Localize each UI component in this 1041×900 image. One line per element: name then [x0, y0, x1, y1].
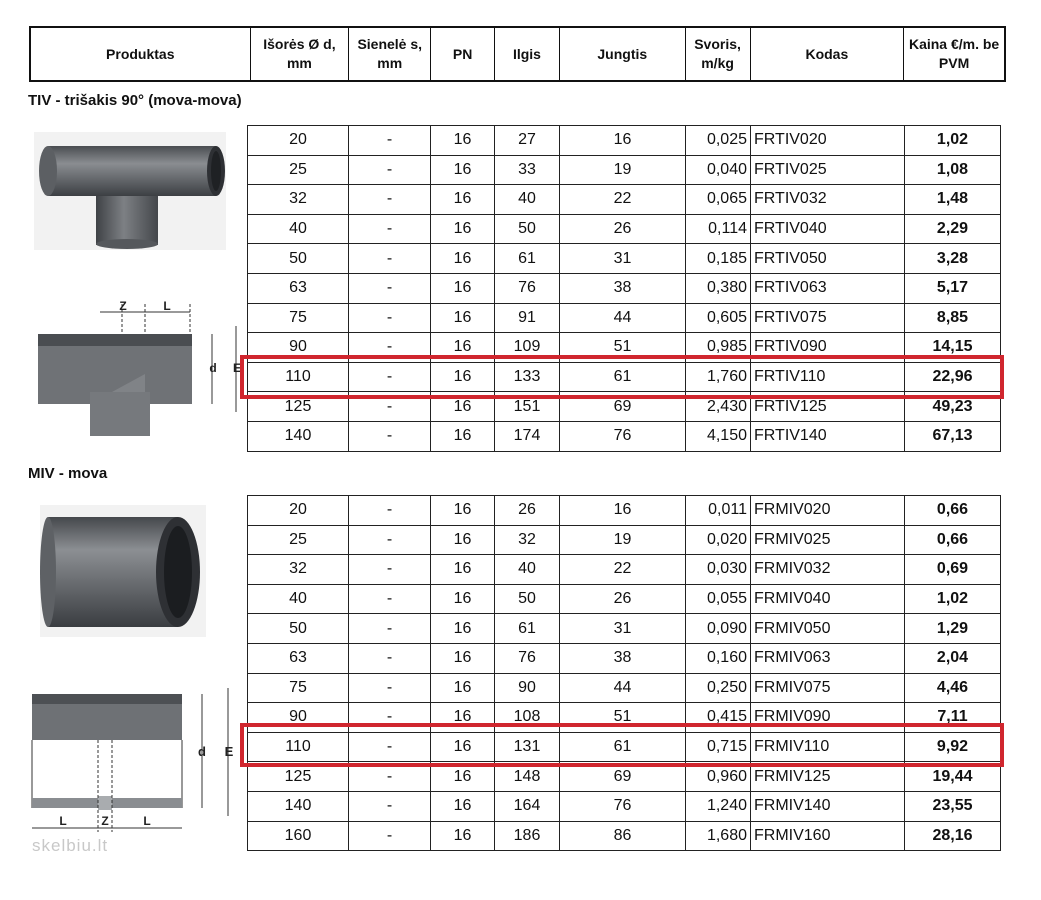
cell-joint: 44: [559, 674, 685, 703]
cell-code: FRTIV032: [750, 185, 904, 214]
cell-length: 40: [494, 185, 559, 214]
cell-price: 1,02: [904, 126, 1001, 155]
cell-joint: 26: [559, 585, 685, 614]
cell-weight: 1,760: [685, 363, 750, 392]
highlight-box-miv110: [240, 723, 1004, 767]
cell-price: 67,13: [904, 422, 1001, 451]
cell-weight: 0,715: [685, 733, 750, 762]
cell-pn: 16: [430, 496, 494, 525]
cell-pn: 16: [430, 422, 494, 451]
cell-length: 50: [494, 215, 559, 244]
tiv-price-table: [247, 125, 1001, 452]
cell-length: 174: [494, 422, 559, 451]
cell-weight: 0,040: [685, 156, 750, 185]
cell-joint: 76: [559, 422, 685, 451]
cell-pn: 16: [430, 215, 494, 244]
cell-length: 133: [494, 363, 559, 392]
cell-diameter: 140: [247, 422, 348, 451]
cell-code: FRTIV025: [750, 156, 904, 185]
cell-pn: 16: [430, 274, 494, 303]
cell-weight: 2,430: [685, 392, 750, 421]
coupling-label-d: d: [198, 744, 206, 759]
cell-price: 4,46: [904, 674, 1001, 703]
cell-wall: -: [348, 304, 430, 333]
cell-price: 2,29: [904, 215, 1001, 244]
cell-code: FRMIV160: [750, 822, 904, 851]
cell-price: 1,02: [904, 585, 1001, 614]
cell-diameter: 63: [247, 644, 348, 673]
cell-weight: 0,185: [685, 244, 750, 273]
cell-code: FRMIV090: [750, 703, 904, 732]
cell-weight: 0,114: [685, 215, 750, 244]
cell-price: 23,55: [904, 792, 1001, 821]
cell-code: FRTIV050: [750, 244, 904, 273]
cell-price: 0,69: [904, 555, 1001, 584]
cell-diameter: 25: [247, 156, 348, 185]
cell-price: 7,11: [904, 703, 1001, 732]
cell-code: FRMIV140: [750, 792, 904, 821]
cell-length: 40: [494, 555, 559, 584]
table-row: [247, 244, 1001, 274]
cell-length: 109: [494, 333, 559, 362]
cell-code: FRMIV075: [750, 674, 904, 703]
cell-pn: 16: [430, 585, 494, 614]
cell-diameter: 40: [247, 215, 348, 244]
cell-price: 0,66: [904, 526, 1001, 555]
cell-pn: 16: [430, 703, 494, 732]
cell-diameter: 90: [247, 333, 348, 362]
tee-fitting-photo: [34, 132, 226, 250]
cell-length: 76: [494, 644, 559, 673]
cell-length: 50: [494, 585, 559, 614]
cell-pn: 16: [430, 614, 494, 643]
cell-code: FRTIV040: [750, 215, 904, 244]
cell-wall: -: [348, 762, 430, 791]
cell-weight: 1,240: [685, 792, 750, 821]
cell-joint: 38: [559, 644, 685, 673]
table-row: [247, 156, 1001, 186]
cell-code: FRMIV032: [750, 555, 904, 584]
header-kaina: Kaina €/m. be PVM: [908, 36, 1000, 71]
cell-weight: 0,960: [685, 762, 750, 791]
cell-diameter: 50: [247, 614, 348, 643]
coupling-label-l-left: L: [59, 814, 67, 828]
header-jungtis: Jungtis: [560, 28, 686, 80]
cell-wall: -: [348, 274, 430, 303]
tee-label-z: Z: [119, 299, 127, 313]
cell-weight: 1,680: [685, 822, 750, 851]
cell-code: FRMIV050: [750, 614, 904, 643]
cell-joint: 44: [559, 304, 685, 333]
cell-wall: -: [348, 822, 430, 851]
cell-pn: 16: [430, 733, 494, 762]
cell-wall: -: [348, 126, 430, 155]
cell-price: 8,85: [904, 304, 1001, 333]
cell-wall: -: [348, 644, 430, 673]
cell-code: FRMIV040: [750, 585, 904, 614]
cell-wall: -: [348, 555, 430, 584]
cell-weight: 0,011: [685, 496, 750, 525]
cell-code: FRMIV025: [750, 526, 904, 555]
cell-wall: -: [348, 585, 430, 614]
cell-wall: -: [348, 614, 430, 643]
cell-code: FRMIV125: [750, 762, 904, 791]
cell-joint: 61: [559, 733, 685, 762]
cell-joint: 86: [559, 822, 685, 851]
cell-length: 90: [494, 674, 559, 703]
cell-joint: 26: [559, 215, 685, 244]
cell-length: 91: [494, 304, 559, 333]
cell-wall: -: [348, 703, 430, 732]
cell-price: 19,44: [904, 762, 1001, 791]
coupling-photo: [40, 505, 206, 637]
cell-code: FRMIV110: [750, 733, 904, 762]
cell-price: 2,04: [904, 644, 1001, 673]
highlight-box-tiv110: [240, 355, 1004, 399]
watermark: skelbiu.lt: [32, 836, 109, 855]
cell-code: FRTIV020: [750, 126, 904, 155]
cell-joint: 61: [559, 363, 685, 392]
cell-pn: 16: [430, 126, 494, 155]
table-row: [247, 585, 1001, 615]
cell-joint: 16: [559, 496, 685, 525]
cell-wall: -: [348, 526, 430, 555]
table-row: [247, 496, 1001, 526]
header-isores-d: Išorės Ø d, mm: [251, 28, 350, 80]
cell-pn: 16: [430, 674, 494, 703]
cell-diameter: 25: [247, 526, 348, 555]
table-row: [247, 422, 1001, 452]
cell-joint: 22: [559, 185, 685, 214]
cell-joint: 16: [559, 126, 685, 155]
coupling-label-z: Z: [101, 814, 109, 828]
cell-diameter: 75: [247, 674, 348, 703]
cell-length: 148: [494, 762, 559, 791]
cell-pn: 16: [430, 822, 494, 851]
table-row: [247, 644, 1001, 674]
table-row: [247, 126, 1001, 156]
cell-wall: -: [348, 244, 430, 273]
cell-length: 151: [494, 392, 559, 421]
cell-joint: 22: [559, 555, 685, 584]
cell-joint: 69: [559, 762, 685, 791]
cell-wall: -: [348, 733, 430, 762]
cell-length: 33: [494, 156, 559, 185]
cell-wall: -: [348, 156, 430, 185]
cell-pn: 16: [430, 555, 494, 584]
cell-code: FRTIV090: [750, 333, 904, 362]
table-row: [247, 555, 1001, 585]
tee-label-d: d: [209, 361, 217, 375]
table-row: [247, 792, 1001, 822]
cell-length: 27: [494, 126, 559, 155]
cell-weight: 0,055: [685, 585, 750, 614]
table-row: [247, 304, 1001, 334]
cell-pn: 16: [430, 644, 494, 673]
cell-price: 1,48: [904, 185, 1001, 214]
cell-joint: 19: [559, 526, 685, 555]
cell-wall: -: [348, 422, 430, 451]
cell-diameter: 140: [247, 792, 348, 821]
cell-weight: 4,150: [685, 422, 750, 451]
cell-length: 164: [494, 792, 559, 821]
cell-length: 61: [494, 614, 559, 643]
cell-length: 76: [494, 274, 559, 303]
cell-wall: -: [348, 363, 430, 392]
cell-price: 22,96: [904, 363, 1001, 392]
cell-wall: -: [348, 215, 430, 244]
cell-weight: 0,030: [685, 555, 750, 584]
table-row: [247, 614, 1001, 644]
cell-joint: 31: [559, 244, 685, 273]
section-title-miv: MIV - mova: [28, 465, 108, 482]
cell-code: FRMIV020: [750, 496, 904, 525]
cell-pn: 16: [430, 185, 494, 214]
header-sienele: Sienelė s, mm: [349, 28, 431, 80]
cell-price: 0,66: [904, 496, 1001, 525]
miv-price-table: [247, 495, 1001, 851]
cell-price: 49,23: [904, 392, 1001, 421]
table-row: [247, 185, 1001, 215]
cell-weight: 0,065: [685, 185, 750, 214]
cell-joint: 76: [559, 792, 685, 821]
cell-code: FRTIV063: [750, 274, 904, 303]
cell-code: FRTIV075: [750, 304, 904, 333]
coupling-label-e: E: [224, 744, 234, 759]
cell-price: 5,17: [904, 274, 1001, 303]
cell-diameter: 125: [247, 392, 348, 421]
cell-code: FRTIV125: [750, 392, 904, 421]
cell-price: 9,92: [904, 733, 1001, 762]
cell-weight: 0,250: [685, 674, 750, 703]
cell-diameter: 32: [247, 555, 348, 584]
tee-label-l: L: [163, 299, 171, 313]
header-kodas: Kodas: [751, 28, 905, 80]
cell-wall: -: [348, 496, 430, 525]
cell-code: FRTIV110: [750, 363, 904, 392]
cell-diameter: 90: [247, 703, 348, 732]
table-row: [247, 274, 1001, 304]
coupling-technical-drawing: [26, 686, 238, 836]
cell-pn: 16: [430, 392, 494, 421]
cell-joint: 51: [559, 333, 685, 362]
cell-diameter: 125: [247, 762, 348, 791]
cell-price: 1,29: [904, 614, 1001, 643]
cell-wall: -: [348, 392, 430, 421]
cell-weight: 0,380: [685, 274, 750, 303]
cell-diameter: 110: [247, 363, 348, 392]
cell-diameter: 50: [247, 244, 348, 273]
table-row: [247, 674, 1001, 704]
cell-joint: 38: [559, 274, 685, 303]
cell-pn: 16: [430, 363, 494, 392]
cell-weight: 0,985: [685, 333, 750, 362]
cell-wall: -: [348, 792, 430, 821]
cell-length: 131: [494, 733, 559, 762]
cell-price: 28,16: [904, 822, 1001, 851]
table-row: [247, 822, 1001, 852]
tee-label-e: E: [232, 361, 242, 375]
cell-diameter: 20: [247, 496, 348, 525]
cell-diameter: 40: [247, 585, 348, 614]
cell-code: FRMIV063: [750, 644, 904, 673]
cell-wall: -: [348, 333, 430, 362]
cell-diameter: 32: [247, 185, 348, 214]
cell-pn: 16: [430, 792, 494, 821]
cell-pn: 16: [430, 762, 494, 791]
cell-weight: 0,025: [685, 126, 750, 155]
cell-pn: 16: [430, 156, 494, 185]
cell-pn: 16: [430, 333, 494, 362]
cell-wall: -: [348, 185, 430, 214]
cell-diameter: 110: [247, 733, 348, 762]
cell-joint: 51: [559, 703, 685, 732]
cell-weight: 0,020: [685, 526, 750, 555]
section-title-tiv: TIV - trišakis 90° (mova-mova): [28, 92, 242, 109]
cell-length: 61: [494, 244, 559, 273]
cell-pn: 16: [430, 304, 494, 333]
table-row: [247, 215, 1001, 245]
cell-weight: 0,415: [685, 703, 750, 732]
coupling-label-l-right: L: [143, 814, 151, 828]
cell-diameter: 160: [247, 822, 348, 851]
cell-weight: 0,160: [685, 644, 750, 673]
cell-code: FRTIV140: [750, 422, 904, 451]
cell-length: 108: [494, 703, 559, 732]
cell-joint: 19: [559, 156, 685, 185]
cell-weight: 0,605: [685, 304, 750, 333]
cell-length: 32: [494, 526, 559, 555]
cell-diameter: 63: [247, 274, 348, 303]
cell-diameter: 20: [247, 126, 348, 155]
cell-joint: 31: [559, 614, 685, 643]
cell-price: 1,08: [904, 156, 1001, 185]
cell-price: 14,15: [904, 333, 1001, 362]
cell-wall: -: [348, 674, 430, 703]
cell-weight: 0,090: [685, 614, 750, 643]
cell-length: 26: [494, 496, 559, 525]
cell-length: 186: [494, 822, 559, 851]
cell-joint: 69: [559, 392, 685, 421]
header-ilgis: Ilgis: [495, 28, 560, 80]
table-header: [29, 26, 1006, 82]
cell-diameter: 75: [247, 304, 348, 333]
table-row: [247, 526, 1001, 556]
header-pn: PN: [431, 28, 495, 80]
header-produktas: Produktas: [31, 28, 251, 80]
cell-price: 3,28: [904, 244, 1001, 273]
cell-pn: 16: [430, 526, 494, 555]
tee-technical-drawing: [30, 296, 242, 446]
header-svoris: Svoris, m/kg: [686, 28, 751, 80]
cell-pn: 16: [430, 244, 494, 273]
